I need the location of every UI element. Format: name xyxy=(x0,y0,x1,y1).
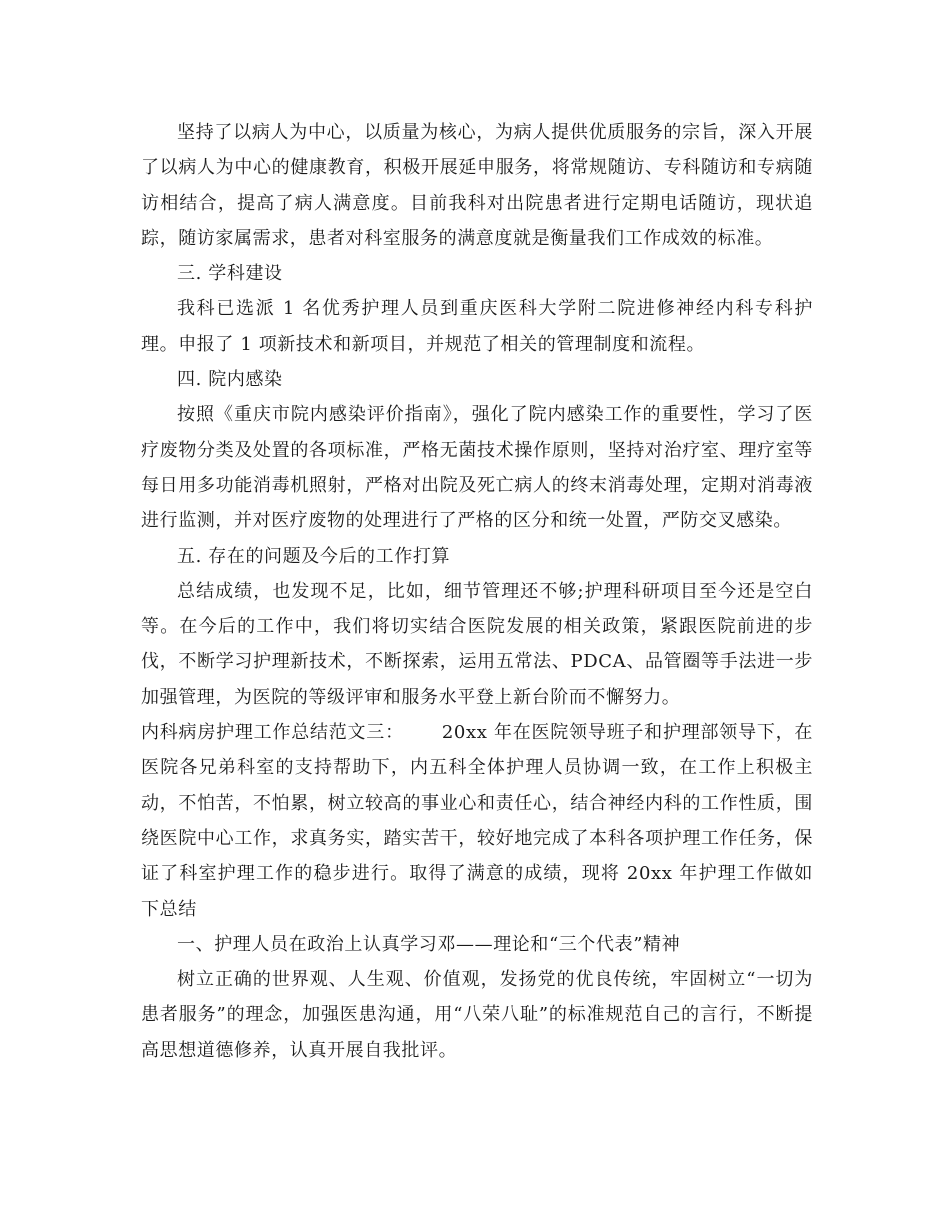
paragraph-sample-three xyxy=(141,715,813,927)
heading-infection-control: 四. 院内感染 xyxy=(177,369,283,391)
document-body xyxy=(141,115,813,1068)
paragraph-problems-plans: 总结成绩，也发现不足，比如，细节管理还不够;护理科研项目至今还是空白等。在今后的工作中，我们将切实结合医院发展的相关政策，紧跟医院前进的步伐，不断学习护理新技术，不断探索，运用五常法、PDCA、品管圈等手法进一步加强管理，为医院的等级评审和服务水平登上新台阶而不懈努力。 xyxy=(141,580,813,708)
sample-three-title: 内科病房护理工作总结范文三： xyxy=(141,722,404,744)
paragraph-political-study: 树立正确的世界观、人生观、价值观，发扬党的优良传统，牢固树立“一切为患者服务”的理念，加强医患沟通，用“八荣八耻”的标准规范自己的言行，不断提高思想道德修养，认真开展自我批评。 xyxy=(141,969,813,1061)
paragraph-discipline-building: 我科已选派 1 名优秀护理人员到重庆医科大学附二院进修神经内科专科护理。申报了 1 项新技术和新项目，并规范了相关的管理制度和流程。 xyxy=(141,298,813,355)
heading-political-study: 一、护理人员在政治上认真学习邓——理论和“三个代表”精神 xyxy=(177,933,681,955)
heading-discipline-building: 三. 学科建设 xyxy=(177,263,283,285)
sample-three-text: 20xx 年在医院领导班子和护理部领导下，在医院各兄弟科室的支持帮助下，内五科全体护理人员协调一致，在工作上积极主动，不怕苦，不怕累，树立较高的事业心和责任心，结合神经内科的工作性质，围绕医院中心工作，求真务实，踏实苦干，较好地完成了本科各项护理工作任务，保证了科室护理工作的稳步进行。取得了满意的成绩，现将 20xx 年护理工作做如下总结 xyxy=(141,722,813,920)
paragraph-patient-service: 坚持了以病人为中心，以质量为核心，为病人提供优质服务的宗旨，深入开展了以病人为中心的健康教育，积极开展延申服务，将常规随访、专科随访和专病随访相结合，提高了病人满意度。目前我科对出院患者进行定期电话随访，现状追踪，随访家属需求，患者对科室服务的满意度就是衡量我们工作成效的标准。 xyxy=(141,122,813,249)
paragraph-infection-control: 按照《重庆市院内感染评价指南》，强化了院内感染工作的重要性，学习了医疗废物分类及处置的各项标准，严格无菌技术操作原则，坚持对治疗室、理疗室等每日用多功能消毒机照射，严格对出院及死亡病人的终末消毒处理，定期对消毒液进行监测，并对医疗废物的处理进行了严格的区分和统一处置，严防交叉感染。 xyxy=(141,404,813,532)
heading-problems-plans: 五. 存在的问题及今后的工作打算 xyxy=(177,545,451,567)
